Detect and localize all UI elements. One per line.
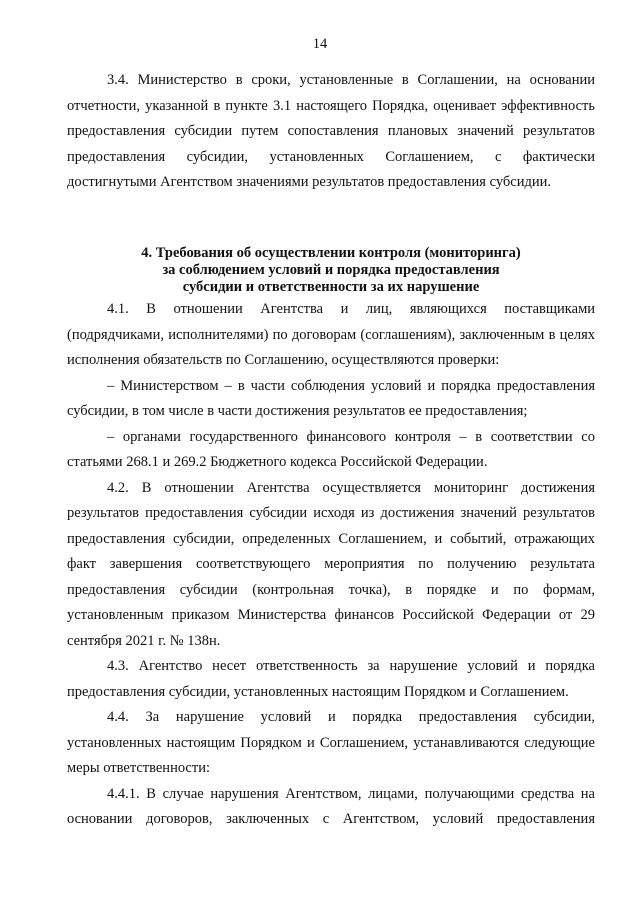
bullet-financial-control: – органами государственного финансового контроля – в соответствии со статьями 268.1 и 269.2 Бюджетного кодекса Российской Федерации. bbox=[67, 428, 595, 470]
paragraph-4-2: 4.2. В отношении Агентства осуществляется мониторинг достижения результатов предоставления субсидии исходя из достижения значений результатов предоставления субсидии, определенных Соглашением, и событий, отражающих факт завершения соответствующего мероприятия по получению результата предоставления субсидии (контрольная точка), в порядке и по формам, установленным приказом Министерства финансов Российской Федерации от 29 сентября 2021 г. № 138н. bbox=[67, 479, 595, 649]
block-section-4 bbox=[67, 297, 595, 833]
section-4-heading bbox=[67, 245, 595, 296]
bullet-ministry: – Министерством – в части соблюдения условий и порядка предоставления субсидии, в том числе в части достижения результатов ее предоставления; bbox=[67, 377, 595, 419]
heading-line-3: субсидии и ответственности за их нарушение bbox=[182, 279, 480, 295]
paragraph-4-1: 4.1. В отношении Агентства и лиц, являющихся поставщиками (подрядчиками, исполнителями) по договорам (соглашениям), заключенным в целях исполнения обязательств по Соглашению, осуществляются проверки: bbox=[67, 301, 595, 368]
paragraph-4-4-1: 4.4.1. В случае нарушения Агентством, лицами, получающими средства на основании договоров, заключенных с Агентством, условий предоставления bbox=[67, 785, 595, 827]
paragraph-4-3: 4.3. Агентство несет ответственность за нарушение условий и порядка предоставления субсидии, установленных настоящим Порядком и Соглашением. bbox=[67, 658, 595, 700]
block-3-4 bbox=[67, 68, 595, 196]
heading-line-2: за соблюдением условий и порядка предоставления bbox=[162, 262, 500, 278]
paragraph-3-4: 3.4. Министерство в сроки, установленные в Соглашении, на основании отчетности, указанной в пункте 3.1 настоящего Порядка, оценивает эффективность предоставления субсидии путем сопоставления плановых значений результатов предоставления субсидии, установленных Соглашением, с фактически достигнутыми Агентством значениями результатов предоставления субсидии. bbox=[67, 72, 595, 190]
page-number: 14 bbox=[312, 36, 328, 52]
heading-line-1: 4. Требования об осуществлении контроля (мониторинга) bbox=[141, 245, 521, 261]
paragraph-4-4: 4.4. За нарушение условий и порядка предоставления субсидии, установленных настоящим Порядком и Соглашением, устанавливаются следующие меры ответственности: bbox=[67, 709, 595, 776]
